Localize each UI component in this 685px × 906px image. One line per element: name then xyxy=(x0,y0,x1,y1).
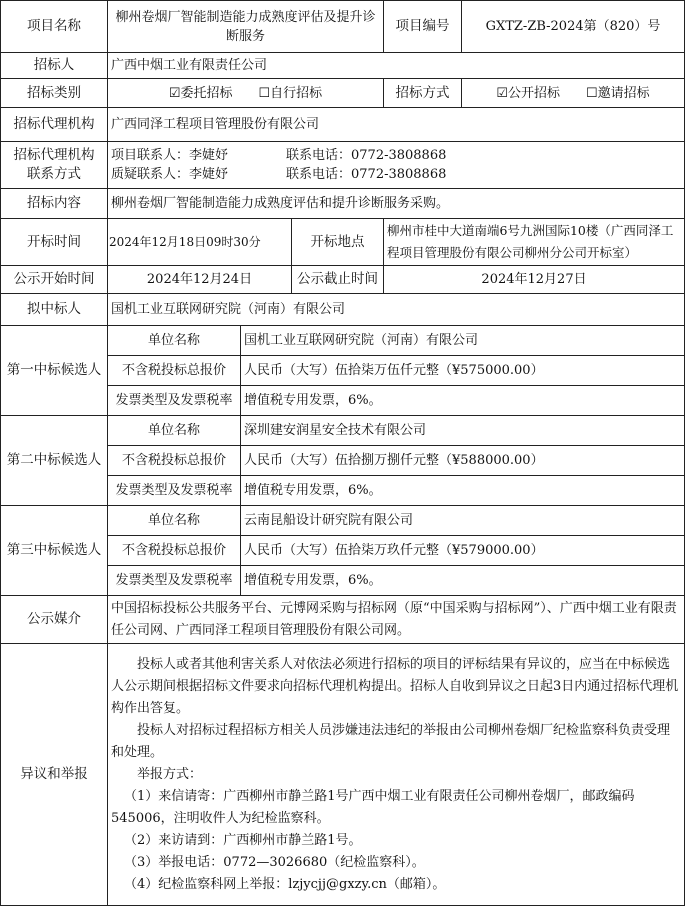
report-method-visit: （2）来访请到：广西柳州市静兰路1号。 xyxy=(124,832,362,848)
media-label: 公示媒介 xyxy=(1,596,108,644)
report-method-mail: （1）来信请寄：广西柳州市静兰路1号广西中烟工业有限责任公司柳州卷烟厂，邮政编码545006，注明收件人为纪检监察科。 xyxy=(111,788,635,826)
project-contact: 项目联系人：李婕妤 xyxy=(111,148,229,163)
field-name-label: 单位名称 xyxy=(108,416,241,446)
field-price-label: 不含税投标总报价 xyxy=(108,536,241,566)
candidate-1-price: 人民币（大写）伍拾柒万伍仟元整（¥575000.00） xyxy=(241,356,685,386)
field-invoice-label: 发票类型及发票税率 xyxy=(108,566,241,596)
project-name-label: 项目名称 xyxy=(1,1,108,53)
proposed-winner-value: 国机工业互联网研究院（河南）有限公司 xyxy=(108,294,685,326)
project-name-value: 柳州卷烟厂智能制造能力成熟度评估及提升诊断服务 xyxy=(108,1,384,53)
opening-time-label: 开标时间 xyxy=(1,219,108,266)
publicity-start-value: 2024年12月24日 xyxy=(108,266,292,294)
field-name-label: 单位名称 xyxy=(108,506,241,536)
proposed-winner-label: 拟中标人 xyxy=(1,294,108,326)
objection-paragraph: 投标人或者其他利害关系人对依法必须进行招标的项目的评标结果有异议的，应当在中标候选人公示期间根据招标文件要求向招标代理机构提出。招标人自收到异议之日起3日内通过招标代理机构作出答复。 xyxy=(111,656,679,716)
agency-contact-label xyxy=(1,142,108,189)
tenderer-value: 广西中烟工业有限责任公司 xyxy=(108,53,685,79)
project-phone: 联系电话：0772-3808868 xyxy=(286,148,447,163)
label-line2: 联系方式 xyxy=(27,166,81,182)
checkbox-entrusted: ☑委托招标 xyxy=(168,85,233,101)
candidate-3-price: 人民币（大写）伍拾柒万玖仟元整（¥579000.00） xyxy=(241,536,685,566)
opening-place-value: 柳州市桂中大道南端6号九洲国际10楼（广西同泽工程项目管理股份有限公司柳州分公司开标室） xyxy=(384,219,685,266)
field-invoice-label: 发票类型及发票税率 xyxy=(108,386,241,416)
report-method-phone: （3）举报电话：0772—3026680（纪检监察科）。 xyxy=(124,854,425,870)
agency-label: 招标代理机构 xyxy=(1,108,108,142)
checkbox-invite: ☐邀请招标 xyxy=(586,85,650,101)
candidate-2-invoice: 增值税专用发票，6%。 xyxy=(241,476,685,506)
publicity-end-value: 2024年12月27日 xyxy=(384,266,685,294)
query-phone: 联系电话：0772-3808868 xyxy=(286,167,447,182)
checkbox-open: ☑公开招标 xyxy=(496,85,561,101)
opening-time-value: 2024年12月18日09时30分 xyxy=(108,219,292,266)
candidate-3-label: 第三中标候选人 xyxy=(1,506,108,596)
tender-method-options xyxy=(462,79,685,108)
candidate-1-name: 国机工业互联网研究院（河南）有限公司 xyxy=(241,326,685,356)
content-label: 招标内容 xyxy=(1,189,108,219)
candidate-2-name: 深圳建安润星安全技术有限公司 xyxy=(241,416,685,446)
project-no-label: 项目编号 xyxy=(384,1,462,53)
tenderer-label: 招标人 xyxy=(1,53,108,79)
label-line1: 招标代理机构 xyxy=(13,147,95,163)
content-value: 柳州卷烟厂智能制造能力成熟度评估和提升诊断服务采购。 xyxy=(108,189,685,219)
opening-place-label: 开标地点 xyxy=(292,219,384,266)
query-contact: 质疑联系人：李婕妤 xyxy=(111,167,229,182)
publicity-end-label: 公示截止时间 xyxy=(292,266,384,294)
tender-method-label: 招标方式 xyxy=(384,79,462,108)
report-methods-heading: 举报方式： xyxy=(137,766,203,782)
candidate-3-invoice: 增值税专用发票，6%。 xyxy=(241,566,685,596)
agency-contact-value xyxy=(108,142,685,189)
field-price-label: 不含税投标总报价 xyxy=(108,446,241,476)
publicity-start-label: 公示开始时间 xyxy=(1,266,108,294)
candidate-3-name: 云南昆船设计研究院有限公司 xyxy=(241,506,685,536)
report-method-email: （4）纪检监察科网上举报：lzjycjj@gxzy.cn（邮箱）。 xyxy=(124,876,446,892)
candidate-1-invoice: 增值税专用发票，6%。 xyxy=(241,386,685,416)
candidate-1-label: 第一中标候选人 xyxy=(1,326,108,416)
candidate-2-price: 人民币（大写）伍拾捌万捌仟元整（¥588000.00） xyxy=(241,446,685,476)
candidate-2-label: 第二中标候选人 xyxy=(1,416,108,506)
checkbox-self: ☐自行招标 xyxy=(258,85,323,101)
field-invoice-label: 发票类型及发票税率 xyxy=(108,476,241,506)
field-price-label: 不含税投标总报价 xyxy=(108,356,241,386)
media-value: 中国招标投标公共服务平台、元博网采购与招标网（原“中国采购与招标网”）、广西中烟工业有限责任公司网、广西同泽工程项目管理股份有限公司网。 xyxy=(108,596,685,644)
project-no-value: GXTZ-ZB-2024第（820）号 xyxy=(462,1,685,53)
report-paragraph: 投标人对招标过程招标方相关人员涉嫌违法违纪的举报由公司柳州卷烟厂纪检监察科负责受理和处理。 xyxy=(111,722,671,760)
tender-type-label: 招标类别 xyxy=(1,79,108,108)
objection-content xyxy=(108,644,685,906)
tender-type-options xyxy=(108,79,384,108)
agency-value: 广西同泽工程项目管理股份有限公司 xyxy=(108,108,685,142)
objection-label: 异议和举报 xyxy=(1,644,108,906)
field-name-label: 单位名称 xyxy=(108,326,241,356)
